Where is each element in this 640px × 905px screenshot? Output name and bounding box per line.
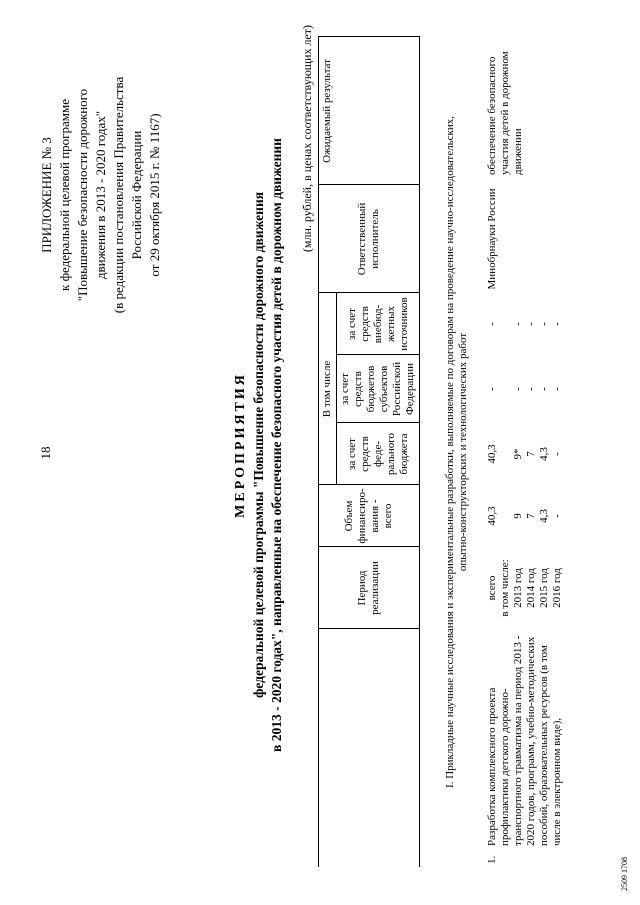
appendix-line: Российской Федерации: [129, 130, 144, 260]
page-number: 18: [38, 446, 53, 460]
header-total: Объем финансиро-вания - всего: [319, 485, 420, 547]
period-cell: 2014 год: [525, 568, 537, 608]
measures-table: [318, 36, 566, 867]
header-executor: Ответственный исполнитель: [319, 185, 420, 293]
offbudget-cell: -: [538, 322, 550, 326]
regional-cell: -: [486, 387, 498, 391]
total-cell: -: [551, 514, 563, 518]
regional-cell: -: [551, 387, 563, 391]
period-cell: 2013 год: [512, 568, 524, 608]
appendix-line: (в редакции постановления Правительства: [111, 76, 126, 314]
footer-code: 2509 1708: [620, 857, 629, 891]
row-number: 1.: [486, 855, 498, 864]
offbudget-cell: -: [525, 322, 537, 326]
title-heading: МЕРОПРИЯТИЯ: [233, 372, 248, 518]
offbudget-cell: -: [512, 322, 524, 326]
regional-cell: -: [538, 387, 550, 391]
title-line: в 2013 - 2020 годах", направленные на обеспечение безопасного участия детей в дорожном движении: [269, 138, 284, 752]
regional-cell: -: [525, 387, 537, 391]
total-cell: 7: [525, 513, 537, 519]
appendix-line: к федеральной целевой программе: [57, 99, 72, 291]
offbudget-cell: -: [551, 322, 563, 326]
federal-cell: [499, 426, 512, 482]
result-cell: обеспечение безопасного участия детей в дорожном движении: [486, 51, 524, 175]
header-including: В том числе: [319, 293, 337, 485]
header-regional: за счет средств бюджетов субъектов Российской Федерации: [337, 355, 420, 423]
federal-cell: 7: [525, 451, 537, 457]
federal-cell: -: [551, 452, 563, 456]
total-cell: 9: [512, 513, 524, 519]
appendix-line: движения в 2013 - 2020 годах": [93, 110, 108, 280]
header-federal: за счет средств феде-рального бюджета: [337, 423, 420, 485]
regional-cell: [499, 358, 512, 420]
section-heading: I. Прикладные научные исследования и экспериментальные разработки, выполняемые по договорам на проведение научно-исследовательских, опытно-конструкторских и технологических работ: [444, 116, 469, 788]
federal-cell: 4,3: [538, 447, 550, 461]
appendix-line: "Повышение безопасности дорожного: [75, 88, 90, 302]
units-note: (млн. рублей, в ценах соответствующих лет): [300, 25, 314, 253]
period-cell: 2016 год: [551, 568, 563, 608]
period-cell: 2015 год: [538, 568, 550, 608]
header-period: Период реализации: [319, 547, 420, 629]
appendix-block: [38, 45, 164, 345]
appendix-line: от 29 октября 2015 г. № 1167): [147, 113, 162, 277]
federal-cell: 9*: [512, 448, 524, 460]
title-line: федеральной целевой программы "Повышение безопасности дорожного движения: [251, 191, 266, 699]
header-result: Ожидаемый результат: [319, 37, 420, 185]
executor-cell: Минобрнауки России: [486, 188, 498, 290]
appendix-line: ПРИЛОЖЕНИЕ № 3: [39, 137, 54, 253]
total-cell: [499, 488, 512, 544]
total-cell: 40,3: [486, 506, 498, 526]
regional-cell: -: [512, 387, 524, 391]
document-title: [232, 135, 286, 755]
header-offbudget: за счет средств внебюд-жетных источников: [337, 293, 420, 355]
measure-name: Разработка комплексного проекта профилактики детского дорожно-транспортного травматизма на период 2013 - 2020 годов, программ, учебно-методических пособий, образовательных ресурсов (в том числе в электронном виде),: [486, 635, 563, 846]
offbudget-cell: -: [486, 322, 498, 326]
federal-cell: 40,3: [486, 444, 498, 464]
period-cell: всего: [486, 575, 498, 601]
total-cell: 4,3: [538, 509, 550, 523]
header-empty: [319, 629, 420, 867]
offbudget-cell: [499, 296, 512, 352]
period-cell: в том числе:: [499, 559, 511, 617]
